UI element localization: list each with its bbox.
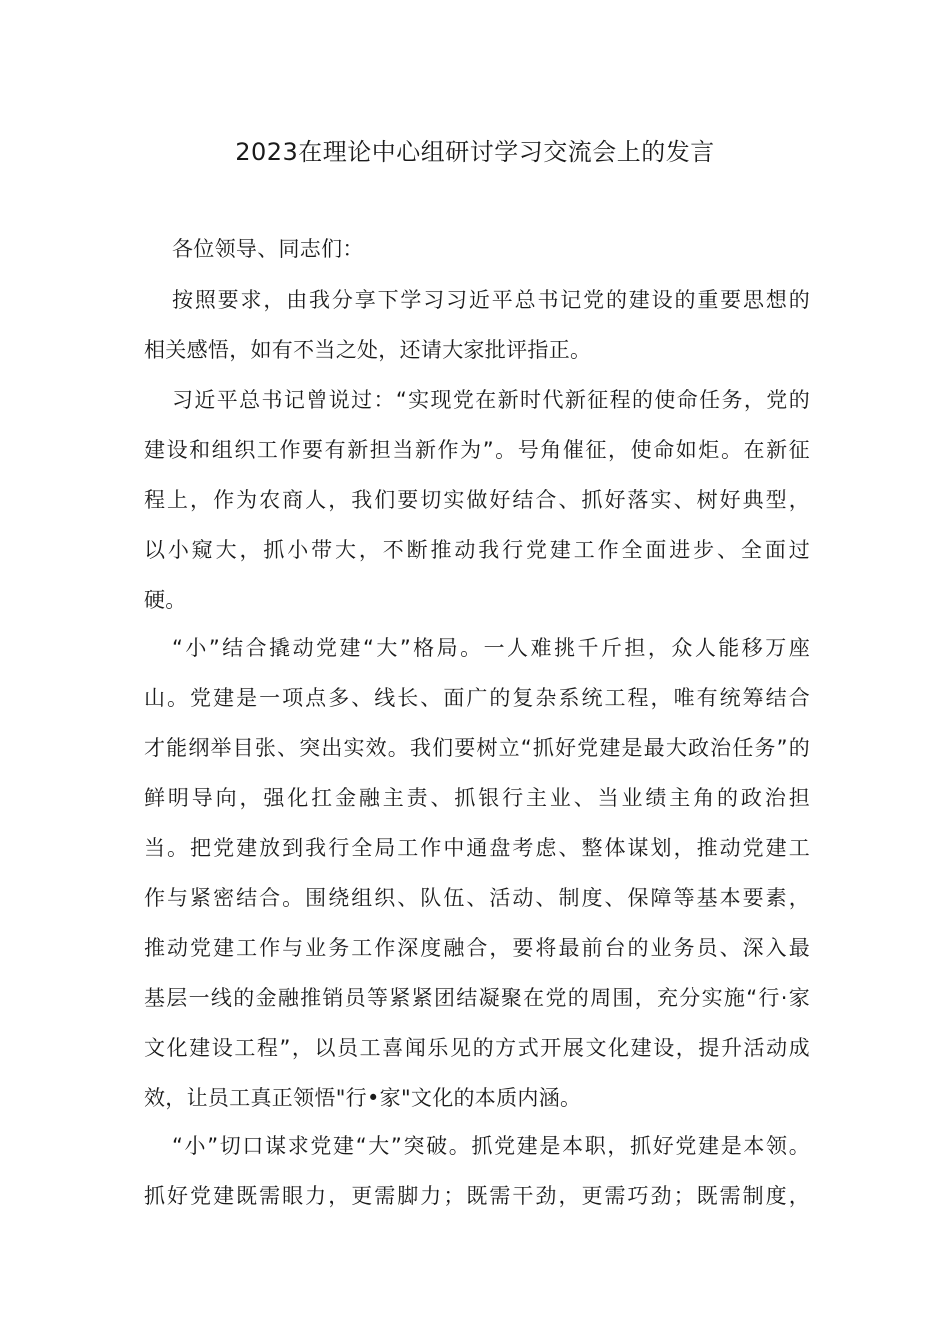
paragraph-line: 文化建设工程”，以员工喜闻乐见的方式开展文化建设，提升活动成	[144, 1036, 810, 1060]
document-title: 2023在理论中心组研讨学习交流会上的发言	[235, 138, 715, 166]
paragraph-line: 硬。	[144, 588, 187, 612]
paragraph-line: 效，让员工真正领悟"行•家"文化的本质内涵。	[144, 1086, 582, 1110]
paragraph-line: 作与紧密结合。围绕组织、队伍、活动、制度、保障等基本要素，	[144, 886, 810, 910]
paragraph-line: 习近平总书记曾说过：“实现党在新时代新征程的使命任务，党的	[172, 388, 810, 412]
paragraph-line: 相关感悟，如有不当之处，还请大家批评指正。	[144, 338, 592, 362]
paragraph-line: 鲜明导向，强化扛金融主责、抓银行主业、当业绩主角的政治担	[144, 786, 810, 810]
paragraph-line: “小”切口谋求党建“大”突破。抓党建是本职，抓好党建是本领。	[172, 1134, 810, 1158]
paragraph-line: 建设和组织工作要有新担当新作为”。号角催征，使命如炬。在新征	[144, 438, 810, 462]
salutation: 各位领导、同志们：	[172, 237, 364, 261]
paragraph-line: 山。党建是一项点多、线长、面广的复杂系统工程，唯有统筹结合	[144, 686, 810, 710]
paragraph-line: 才能纲举目张、突出实效。我们要树立“抓好党建是最大政治任务”的	[144, 736, 810, 760]
paragraph-line: “小”结合撬动党建“大”格局。一人难挑千斤担，众人能移万座	[172, 636, 810, 660]
paragraph-line: 推动党建工作与业务工作深度融合，要将最前台的业务员、深入最	[144, 936, 810, 960]
paragraph-line: 抓好党建既需眼力，更需脚力；既需干劲，更需巧劲；既需制度，	[144, 1184, 810, 1208]
paragraph-line: 按照要求，由我分享下学习习近平总书记党的建设的重要思想的	[172, 288, 810, 312]
paragraph-line: 以小窥大，抓小带大，不断推动我行党建工作全面进步、全面过	[144, 538, 810, 562]
paragraph-line: 程上，作为农商人，我们要切实做好结合、抓好落实、树好典型，	[144, 488, 810, 512]
paragraph-line: 当。把党建放到我行全局工作中通盘考虑、整体谋划，推动党建工	[144, 836, 810, 860]
paragraph-line: 基层一线的金融推销员等紧紧团结凝聚在党的周围，充分实施“行·家	[144, 986, 810, 1010]
